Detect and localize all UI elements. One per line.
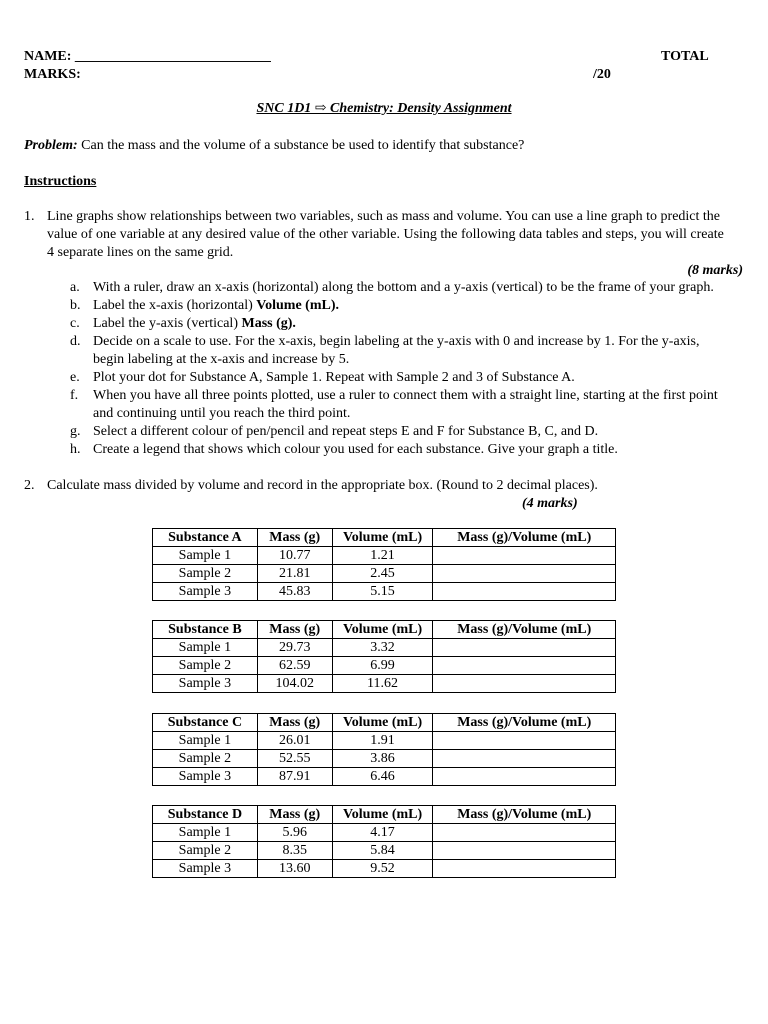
header-density: Mass (g)/Volume (mL) xyxy=(433,621,616,639)
mass-value: 62.59 xyxy=(257,657,332,675)
table-row xyxy=(153,547,616,565)
steps-list xyxy=(70,279,730,459)
table-row xyxy=(153,768,616,786)
density-answer-cell[interactable] xyxy=(433,547,616,565)
step-g: g. Select a different colour of pen/pencil and repeat steps E and F for Substance B, C, and D. xyxy=(70,424,599,439)
volume-value: 2.45 xyxy=(332,565,433,583)
sample-label: Sample 1 xyxy=(153,824,258,842)
header-substance: Substance B xyxy=(153,621,258,639)
density-answer-cell[interactable] xyxy=(433,842,616,860)
substance-a-table xyxy=(152,528,616,601)
header-mass: Mass (g) xyxy=(257,529,332,547)
total-label: TOTAL xyxy=(661,49,709,64)
item-1-marks: (8 marks) xyxy=(687,263,743,278)
table-row xyxy=(153,842,616,860)
header-volume: Volume (mL) xyxy=(332,529,433,547)
header-volume: Volume (mL) xyxy=(332,806,433,824)
item-1-text: Line graphs show relationships between two variables, such as mass and volume. You can use a line graph to predict the value of one variable at any desired value of the other variable. Using the following data tables and steps, you will create 4 separate lines on the same grid. xyxy=(47,209,724,260)
header-volume: Volume (mL) xyxy=(332,621,433,639)
volume-value: 6.46 xyxy=(332,768,433,786)
volume-value: 4.17 xyxy=(332,824,433,842)
header-density: Mass (g)/Volume (mL) xyxy=(433,529,616,547)
header-substance: Substance C xyxy=(153,714,258,732)
volume-value: 1.21 xyxy=(332,547,433,565)
sample-label: Sample 2 xyxy=(153,750,258,768)
header-volume: Volume (mL) xyxy=(332,714,433,732)
table-row xyxy=(153,639,616,657)
volume-value: 5.15 xyxy=(332,583,433,601)
page-title: SNC 1D1 ⇨ Chemistry: Density Assignment xyxy=(256,101,512,116)
step-f: f. When you have all three points plotted, use a ruler to connect them with a straight line, starting at the first point and continuing until you reach the third point. xyxy=(70,388,718,421)
density-answer-cell[interactable] xyxy=(433,824,616,842)
step-e: e. Plot your dot for Substance A, Sample 1. Repeat with Sample 2 and 3 of Substance A. xyxy=(70,370,575,385)
mass-value: 52.55 xyxy=(257,750,332,768)
mass-value: 10.77 xyxy=(257,547,332,565)
table-row xyxy=(153,565,616,583)
sample-label: Sample 1 xyxy=(153,732,258,750)
step-a: a. With a ruler, draw an x-axis (horizontal) along the bottom and a y-axis (vertical) to be the frame of your graph. xyxy=(70,280,714,295)
density-answer-cell[interactable] xyxy=(433,675,616,693)
sample-label: Sample 3 xyxy=(153,675,258,693)
mass-value: 26.01 xyxy=(257,732,332,750)
sample-label: Sample 3 xyxy=(153,768,258,786)
marks-total: /20 xyxy=(593,67,611,82)
sample-label: Sample 3 xyxy=(153,860,258,878)
table-header-row xyxy=(153,621,616,639)
volume-value: 11.62 xyxy=(332,675,433,693)
density-answer-cell[interactable] xyxy=(433,639,616,657)
sample-label: Sample 1 xyxy=(153,639,258,657)
instructions-heading: Instructions xyxy=(24,174,97,189)
table-row xyxy=(153,824,616,842)
density-answer-cell[interactable] xyxy=(433,583,616,601)
item-2-number: 2. xyxy=(24,478,35,493)
item-2-text: Calculate mass divided by volume and record in the appropriate box. (Round to 2 decimal places). xyxy=(47,478,598,493)
header-mass: Mass (g) xyxy=(257,621,332,639)
sample-label: Sample 1 xyxy=(153,547,258,565)
header-density: Mass (g)/Volume (mL) xyxy=(433,806,616,824)
density-answer-cell[interactable] xyxy=(433,657,616,675)
mass-value: 8.35 xyxy=(257,842,332,860)
problem-label: Problem: xyxy=(24,138,78,153)
volume-value: 3.86 xyxy=(332,750,433,768)
step-d: d. Decide on a scale to use. For the x-axis, begin labeling at the y-axis with 0 and increase by 1. For the y-axis, begin labeling at the x-axis and increase by 5. xyxy=(70,334,700,367)
density-answer-cell[interactable] xyxy=(433,565,616,583)
step-c: c. Label the y-axis (vertical) Mass (g). xyxy=(70,316,296,331)
header-density: Mass (g)/Volume (mL) xyxy=(433,714,616,732)
sample-label: Sample 2 xyxy=(153,657,258,675)
item-1-number: 1. xyxy=(24,209,35,224)
marks-label: MARKS: xyxy=(24,67,81,82)
mass-value: 104.02 xyxy=(257,675,332,693)
mass-value: 5.96 xyxy=(257,824,332,842)
table-row xyxy=(153,860,616,878)
volume-value: 6.99 xyxy=(332,657,433,675)
mass-value: 21.81 xyxy=(257,565,332,583)
header-mass: Mass (g) xyxy=(257,806,332,824)
table-row xyxy=(153,675,616,693)
substance-d-table xyxy=(152,805,616,878)
volume-value: 5.84 xyxy=(332,842,433,860)
table-row xyxy=(153,583,616,601)
sample-label: Sample 2 xyxy=(153,565,258,583)
table-header-row xyxy=(153,806,616,824)
volume-value: 1.91 xyxy=(332,732,433,750)
volume-value: 3.32 xyxy=(332,639,433,657)
mass-value: 45.83 xyxy=(257,583,332,601)
step-h: h. Create a legend that shows which colour you used for each substance. Give your graph a title. xyxy=(70,442,618,457)
sample-label: Sample 2 xyxy=(153,842,258,860)
header-mass: Mass (g) xyxy=(257,714,332,732)
table-row xyxy=(153,750,616,768)
density-answer-cell[interactable] xyxy=(433,732,616,750)
mass-value: 29.73 xyxy=(257,639,332,657)
header-substance: Substance D xyxy=(153,806,258,824)
header-substance: Substance A xyxy=(153,529,258,547)
problem-statement xyxy=(24,137,744,155)
volume-value: 9.52 xyxy=(332,860,433,878)
mass-value: 87.91 xyxy=(257,768,332,786)
table-row xyxy=(153,657,616,675)
problem-text: Can the mass and the volume of a substance be used to identify that substance? xyxy=(81,138,525,153)
density-answer-cell[interactable] xyxy=(433,750,616,768)
sample-label: Sample 3 xyxy=(153,583,258,601)
table-header-row xyxy=(153,714,616,732)
substance-c-table xyxy=(152,713,616,786)
density-answer-cell[interactable] xyxy=(433,860,616,878)
table-row xyxy=(153,732,616,750)
substance-b-table xyxy=(152,620,616,693)
table-header-row xyxy=(153,529,616,547)
step-b: b. Label the x-axis (horizontal) Volume (mL). xyxy=(70,298,339,313)
name-field-label: NAME: ____________________________ xyxy=(24,49,271,64)
mass-value: 13.60 xyxy=(257,860,332,878)
density-answer-cell[interactable] xyxy=(433,768,616,786)
item-2-marks: (4 marks) xyxy=(522,496,578,511)
